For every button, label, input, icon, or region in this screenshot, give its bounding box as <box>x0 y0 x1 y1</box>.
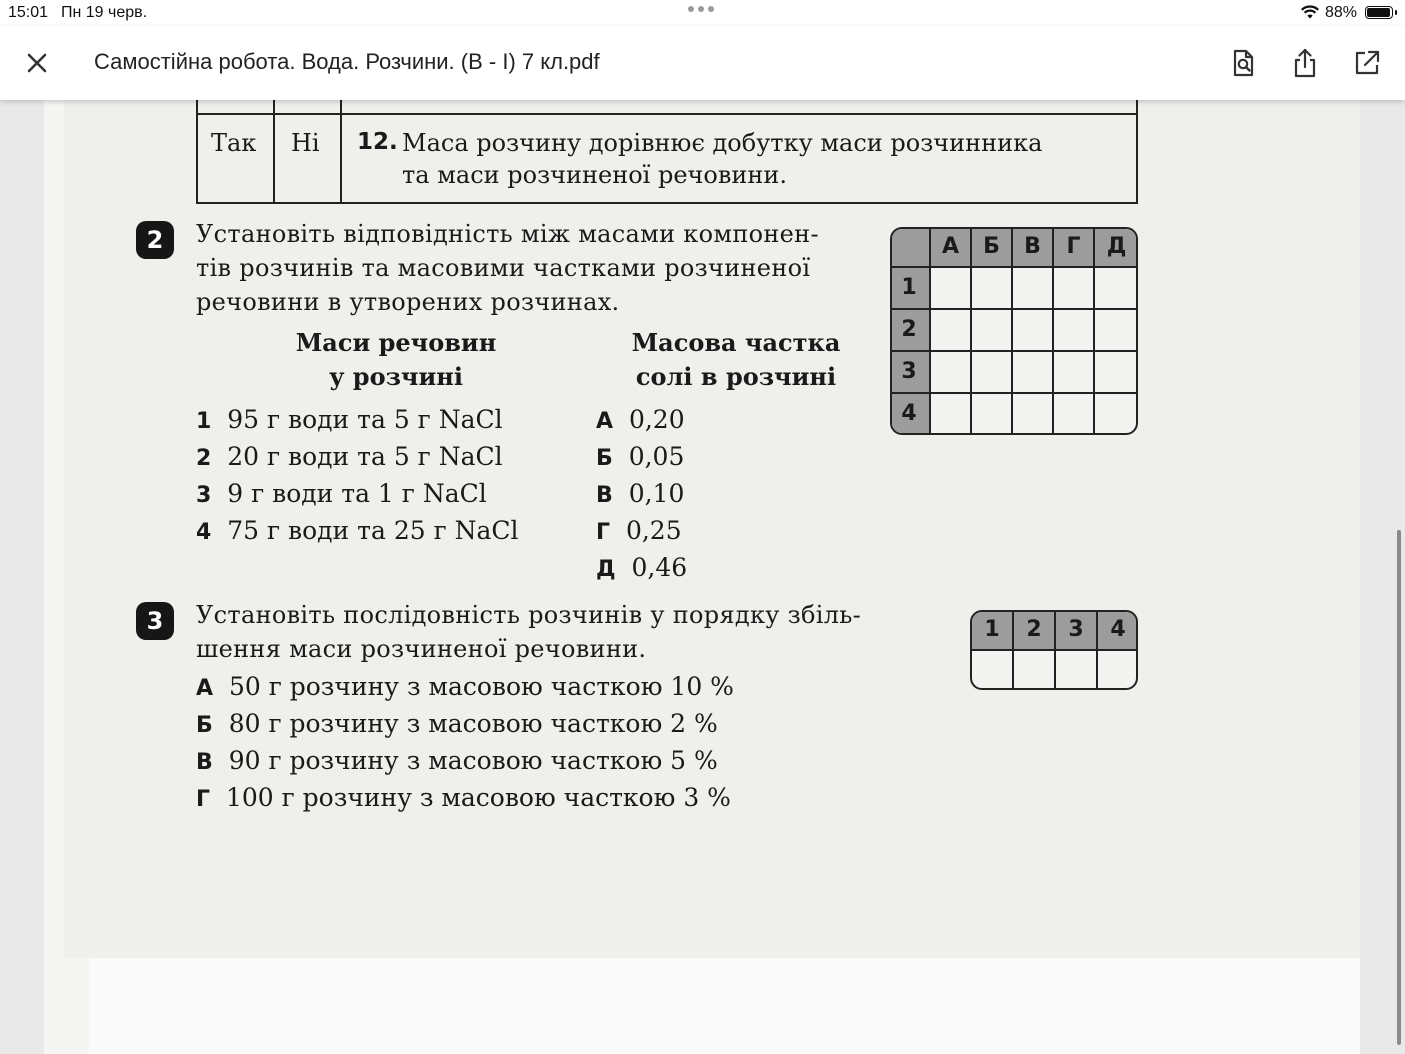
status-date: Пн 19 черв. <box>61 4 148 21</box>
question-3-badge: 3 <box>136 602 174 640</box>
grid-col-header: А <box>941 234 960 259</box>
q3-text-line-1: Установіть послідовність розчинів у порядку збіль- <box>196 601 862 629</box>
q2-left-header-line-2: у розчині <box>329 362 463 391</box>
q2-left-header-line-1: Маси речовин <box>295 328 497 357</box>
battery-icon <box>1365 6 1393 19</box>
grid-row-header: 4 <box>901 401 917 426</box>
wifi-icon <box>1300 4 1320 20</box>
q3-text-line-2: шення маси розчиненої речовини. <box>196 635 647 663</box>
grid-col-header: 1 <box>984 617 1000 642</box>
q3-item: В 90 г розчину з масовою часткою 5 % <box>196 746 718 775</box>
grid-col-header: Г <box>1066 234 1081 259</box>
grid-row-header: 3 <box>901 359 917 384</box>
true-false-table <box>196 100 1138 204</box>
q2-right-item: В 0,10 <box>596 479 685 508</box>
statement-line-1: Маса розчину дорівнює добутку маси розчинника <box>402 129 1043 157</box>
share-icon[interactable] <box>1288 46 1322 80</box>
battery-percent: 88% <box>1325 4 1358 21</box>
q2-right-item: А 0,20 <box>596 405 685 434</box>
q2-left-item: 3 9 г води та 1 г NaCl <box>196 479 487 508</box>
q2-answer-grid[interactable] <box>890 227 1138 435</box>
q2-left-item: 1 95 г води та 5 г NaCl <box>196 405 503 434</box>
no-label: Ні <box>291 129 320 157</box>
q2-right-header-line-1: Масова частка <box>631 328 841 357</box>
q2-left-item: 2 20 г води та 5 г NaCl <box>196 442 503 471</box>
grid-col-header: 3 <box>1068 617 1084 642</box>
statement-line-2: та маси розчиненої речовини. <box>402 161 787 189</box>
grid-row-header: 1 <box>901 275 917 300</box>
q2-text-line-3: речовини в утворених розчинах. <box>196 288 620 316</box>
q2-right-item: Г 0,25 <box>596 516 682 545</box>
q2-text-line-1: Установіть відповідність між масами компонен- <box>196 220 819 248</box>
q2-right-item: Б 0,05 <box>596 442 685 471</box>
document-toolbar <box>0 26 1405 100</box>
grid-col-header: Б <box>983 234 1000 259</box>
grid-row-header: 2 <box>901 317 917 342</box>
scrollbar[interactable] <box>1397 530 1401 1045</box>
yes-label: Так <box>211 129 257 157</box>
status-bar <box>0 0 1405 26</box>
item-number: 12. <box>357 129 398 155</box>
q2-right-item: Д 0,46 <box>596 553 688 582</box>
q2-text-line-2: тів розчинів та масовими частками розчиненої <box>196 254 811 282</box>
grid-col-header: В <box>1024 234 1041 259</box>
multitasking-dots-icon[interactable] <box>688 6 714 12</box>
open-external-icon[interactable] <box>1350 46 1384 80</box>
document-title: Самостійна робота. Вода. Розчини. (В - І) 7 кл.pdf <box>94 49 600 74</box>
search-document-icon[interactable] <box>1226 46 1260 80</box>
q3-item: А 50 г розчину з масовою часткою 10 % <box>196 672 734 701</box>
q3-item: Г 100 г розчину з масовою часткою 3 % <box>196 783 731 812</box>
grid-col-header: 2 <box>1026 617 1042 642</box>
question-2-badge: 2 <box>136 221 174 259</box>
close-icon[interactable] <box>22 48 52 78</box>
q2-left-item: 4 75 г води та 25 г NaCl <box>196 516 519 545</box>
status-time: 15:01 <box>8 4 49 21</box>
grid-col-header: Д <box>1106 234 1127 259</box>
q3-item: Б 80 г розчину з масовою часткою 2 % <box>196 709 718 738</box>
q3-answer-grid[interactable] <box>970 610 1138 690</box>
pdf-page[interactable] <box>44 100 1360 1054</box>
grid-col-header: 4 <box>1110 617 1126 642</box>
q2-right-header-line-2: солі в розчині <box>635 362 837 391</box>
